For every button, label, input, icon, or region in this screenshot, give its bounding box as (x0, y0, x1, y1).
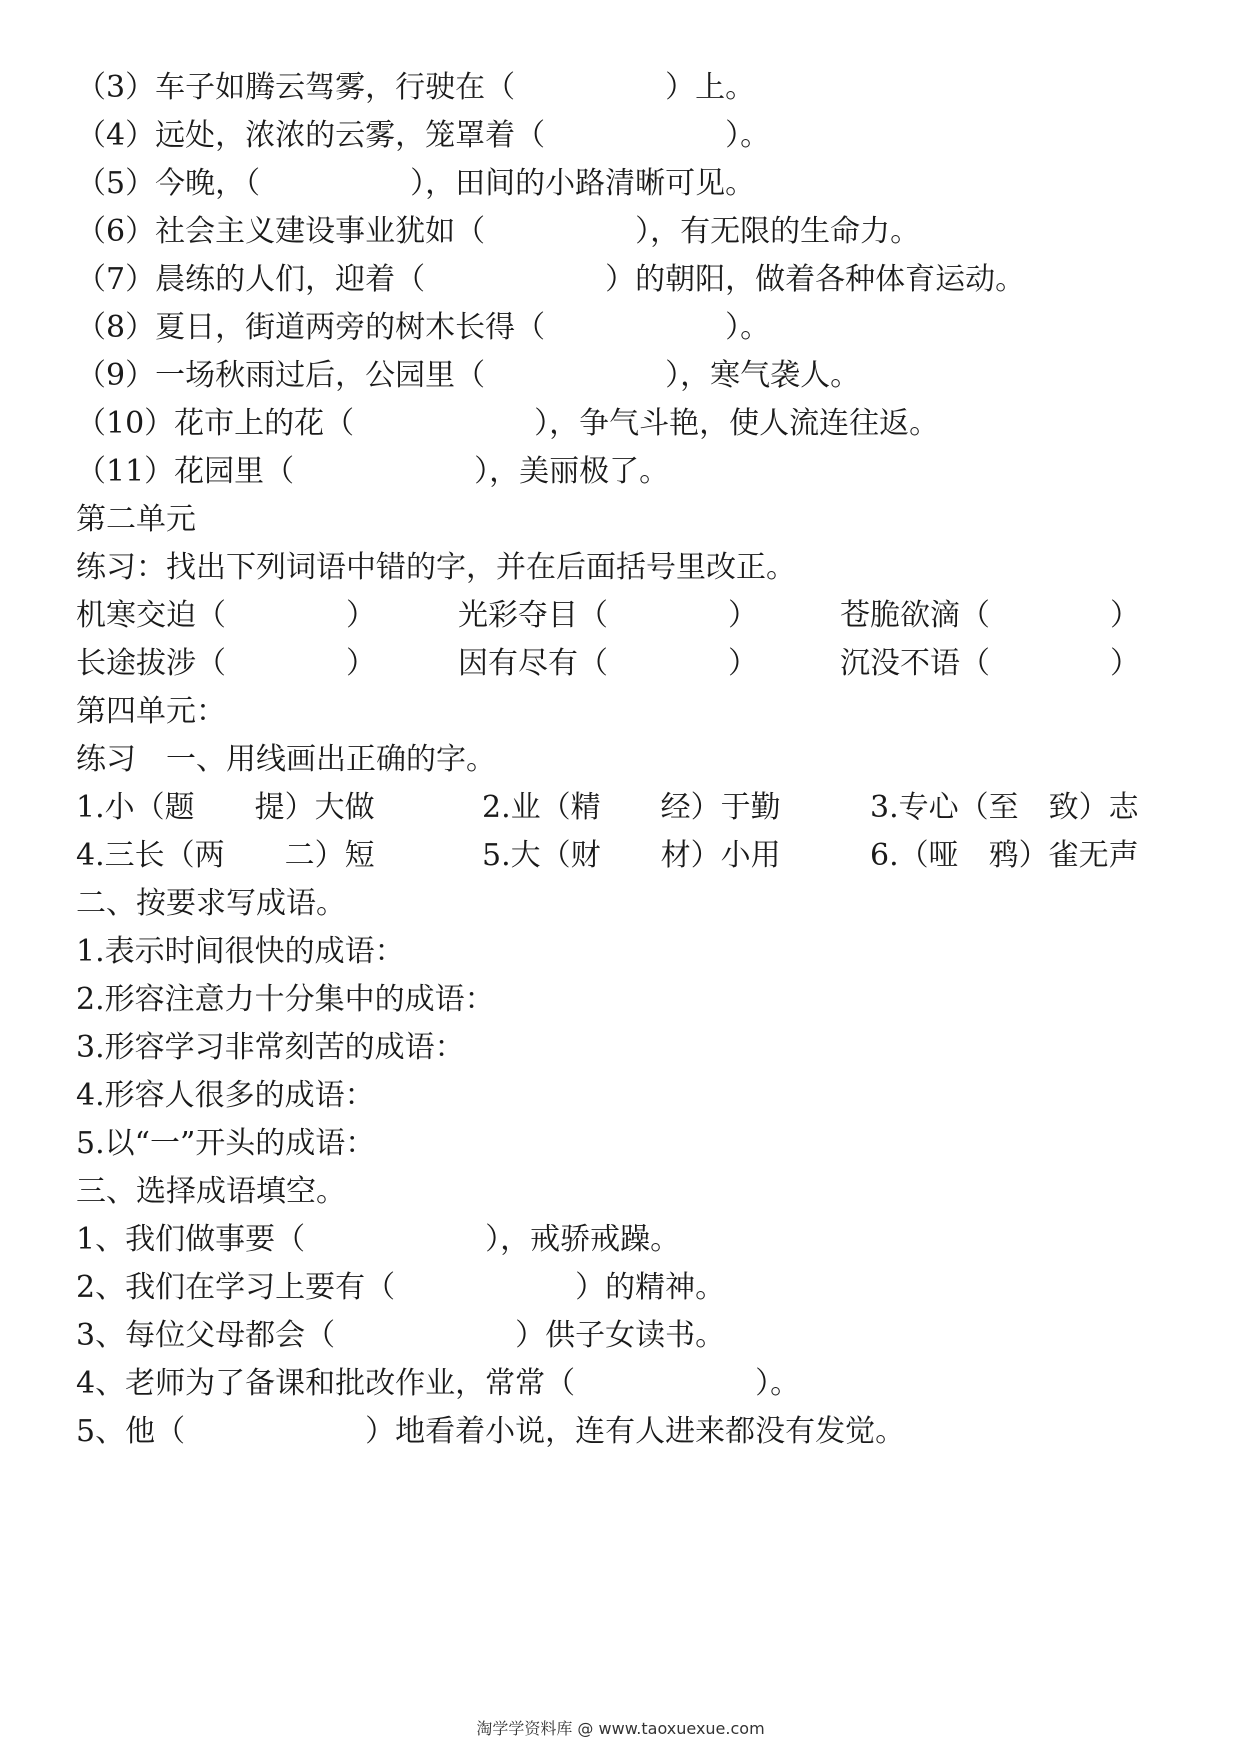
fill-blank-item: （10）花市上的花（ ），争气斗艳，使人流连往返。 (76, 406, 940, 441)
unit2-instruction: 练习：找出下列词语中错的字，并在后面括号里改正。 (76, 550, 796, 585)
char-choice-item: 4.三长（两 二）短 (76, 838, 375, 873)
unit4-part3-title: 三、选择成语填空。 (76, 1174, 346, 1209)
char-choice-row (0, 786, 1139, 830)
fill-blank-item: （7）晨练的人们，迎着（ ）的朝阳，做着各种体育运动。 (76, 262, 1026, 297)
char-choice-item: 5.大（财 材）小用 (482, 838, 781, 873)
fill-blank-item: （6）社会主义建设事业犹如（ ），有无限的生命力。 (76, 214, 921, 249)
idiom-prompt: 1.表示时间很快的成语： (76, 934, 405, 969)
fill-blank-item: （4）远处，浓浓的云雾，笼罩着（ ）。 (76, 118, 771, 153)
idiom-prompt: 4.形容人很多的成语： (76, 1078, 375, 1113)
idiom-prompt: 5.以“一”开头的成语： (76, 1126, 376, 1161)
unit4-part1-title: 练习 一、用线画出正确的字。 (76, 742, 496, 777)
idiom-fill-item: 1、我们做事要（ ），戒骄戒躁。 (76, 1222, 681, 1257)
unit4-part2-title: 二、按要求写成语。 (76, 886, 346, 921)
idiom-prompt: 2.形容注意力十分集中的成语： (76, 982, 495, 1017)
char-choice-item: 1.小（题 提）大做 (76, 790, 375, 825)
char-choice-item: 3.专心（至 致）志 (870, 790, 1139, 825)
char-choice-row (0, 834, 1139, 878)
unit4-heading: 第四单元： (76, 694, 226, 729)
fill-blank-item: （8）夏日，街道两旁的树木长得（ ）。 (76, 310, 771, 345)
fill-blank-item: （3）车子如腾云驾雾，行驶在（ ）上。 (76, 70, 756, 105)
correction-row (0, 594, 1140, 638)
char-choice-item: 6.（哑 鸦）雀无声 (870, 838, 1139, 873)
footer-watermark: 淘学学资料库 @ www.taoxuexue.com (476, 1719, 765, 1738)
correction-item: 光彩夺目（ ） (458, 598, 758, 633)
correction-item: 沉没不语（ ） (840, 646, 1140, 681)
unit2-heading: 第二单元 (76, 502, 196, 537)
idiom-prompt: 3.形容学习非常刻苦的成语： (76, 1030, 465, 1065)
fill-blank-item: （5）今晚，（ ），田间的小路清晰可见。 (76, 166, 756, 201)
correction-item: 机寒交迫（ ） (76, 598, 376, 633)
idiom-fill-item: 5、他（ ）地看着小说，连有人进来都没有发觉。 (76, 1414, 906, 1449)
fill-blank-item: （11）花园里（ ），美丽极了。 (76, 454, 670, 489)
fill-blank-item: （9）一场秋雨过后，公园里（ ），寒气袭人。 (76, 358, 861, 393)
idiom-fill-item: 2、我们在学习上要有（ ）的精神。 (76, 1270, 726, 1305)
correction-item: 因有尽有（ ） (458, 646, 758, 681)
idiom-fill-item: 3、每位父母都会（ ）供子女读书。 (76, 1318, 726, 1353)
correction-row (0, 642, 1140, 686)
char-choice-item: 2.业（精 经）于勤 (482, 790, 781, 825)
idiom-fill-item: 4、老师为了备课和批改作业，常常（ ）。 (76, 1366, 801, 1401)
correction-item: 苍脆欲滴（ ） (840, 598, 1140, 633)
correction-item: 长途拔涉（ ） (76, 646, 376, 681)
